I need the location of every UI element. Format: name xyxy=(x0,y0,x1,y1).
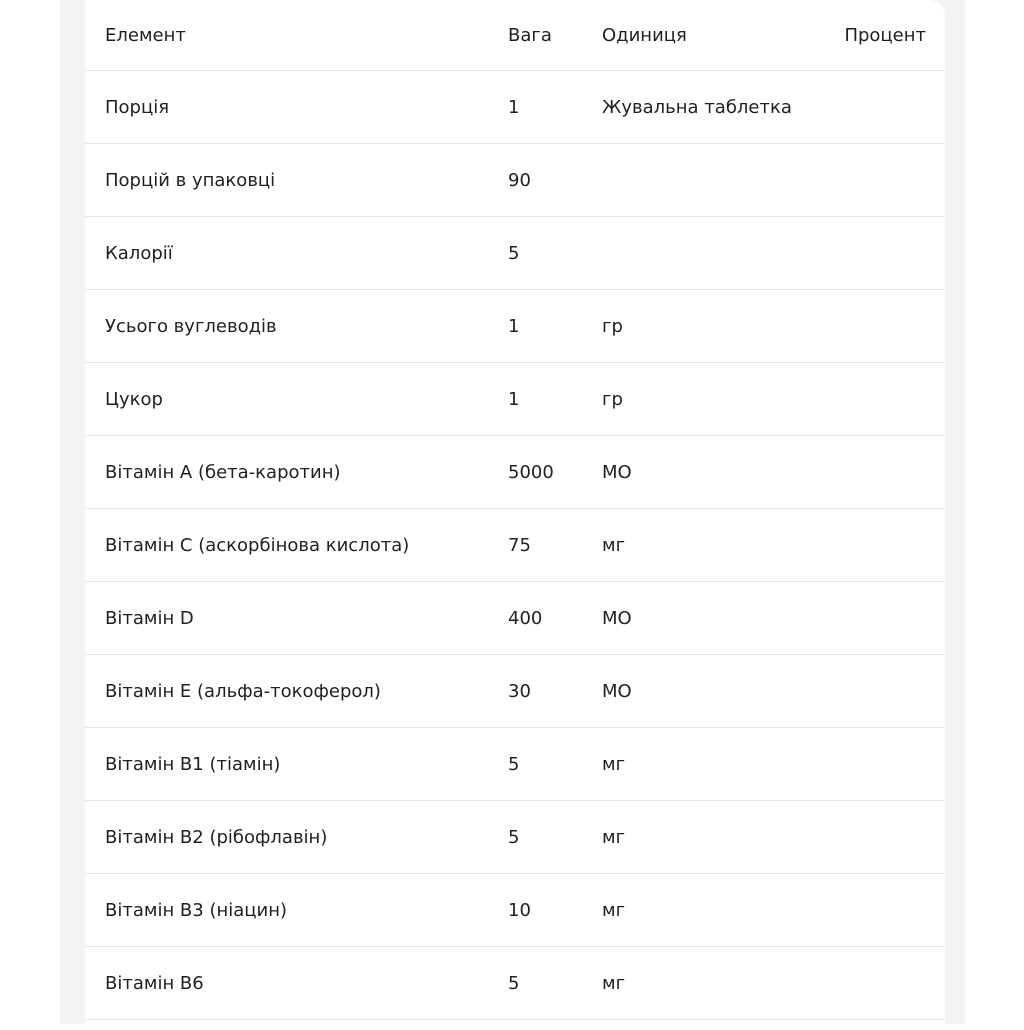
cell-weight: 1 xyxy=(508,388,520,410)
cell-weight: 30 xyxy=(508,680,531,702)
cell-unit: Жувальна таблетка xyxy=(602,96,792,118)
table-row xyxy=(85,436,945,509)
cell-unit: мг xyxy=(602,972,626,994)
cell-unit: гр xyxy=(602,388,623,410)
cell-unit: мг xyxy=(602,826,626,848)
cell-element: Усього вуглеводів xyxy=(105,315,277,337)
cell-element: Порцій в упаковці xyxy=(105,169,276,191)
cell-weight: 400 xyxy=(508,607,543,629)
header-percent: Процент xyxy=(844,24,926,46)
table-row xyxy=(85,947,945,1020)
header-weight: Вага xyxy=(508,24,552,46)
table-row xyxy=(85,874,945,947)
table-row xyxy=(85,71,945,144)
cell-element: Порція xyxy=(105,96,170,118)
table-row xyxy=(85,363,945,436)
cell-unit: мг xyxy=(602,534,626,556)
cell-weight: 5000 xyxy=(508,461,554,483)
cell-weight: 10 xyxy=(508,899,531,921)
cell-unit: МО xyxy=(602,461,632,483)
table-row xyxy=(85,801,945,874)
table-header-row xyxy=(85,0,945,71)
cell-element: Вітамін B1 (тіамін) xyxy=(105,753,281,775)
cell-unit: МО xyxy=(602,680,632,702)
cell-weight: 1 xyxy=(508,96,520,118)
cell-weight: 5 xyxy=(508,753,520,775)
cell-element: Вітамін B3 (ніацин) xyxy=(105,899,288,921)
cell-element: Вітамін D xyxy=(105,607,194,629)
cell-unit: МО xyxy=(602,607,632,629)
table-row xyxy=(85,509,945,582)
header-unit: Одиниця xyxy=(602,24,687,46)
cell-element: Цукор xyxy=(105,388,163,410)
table-row xyxy=(85,582,945,655)
table-row xyxy=(85,728,945,801)
cell-weight: 5 xyxy=(508,826,520,848)
table-row xyxy=(85,655,945,728)
cell-weight: 1 xyxy=(508,315,520,337)
table-row xyxy=(85,217,945,290)
header-element: Елемент xyxy=(105,24,186,46)
cell-element: Вітамін E (альфа-токоферол) xyxy=(105,680,381,702)
table-row xyxy=(85,144,945,217)
cell-weight: 90 xyxy=(508,169,531,191)
cell-element: Вітамін A (бета-каротин) xyxy=(105,461,341,483)
cell-weight: 75 xyxy=(508,534,531,556)
cell-element: Вітамін C (аскорбінова кислота) xyxy=(105,534,410,556)
cell-unit: мг xyxy=(602,753,626,775)
cell-unit: гр xyxy=(602,315,623,337)
cell-element: Калорії xyxy=(105,242,173,264)
cell-weight: 5 xyxy=(508,242,520,264)
nutrition-table xyxy=(85,0,945,1030)
cell-element: Вітамін B2 (рібофлавін) xyxy=(105,826,328,848)
table-row xyxy=(85,290,945,363)
cell-unit: мг xyxy=(602,899,626,921)
cell-element: Вітамін B6 xyxy=(105,972,204,994)
cell-weight: 5 xyxy=(508,972,520,994)
